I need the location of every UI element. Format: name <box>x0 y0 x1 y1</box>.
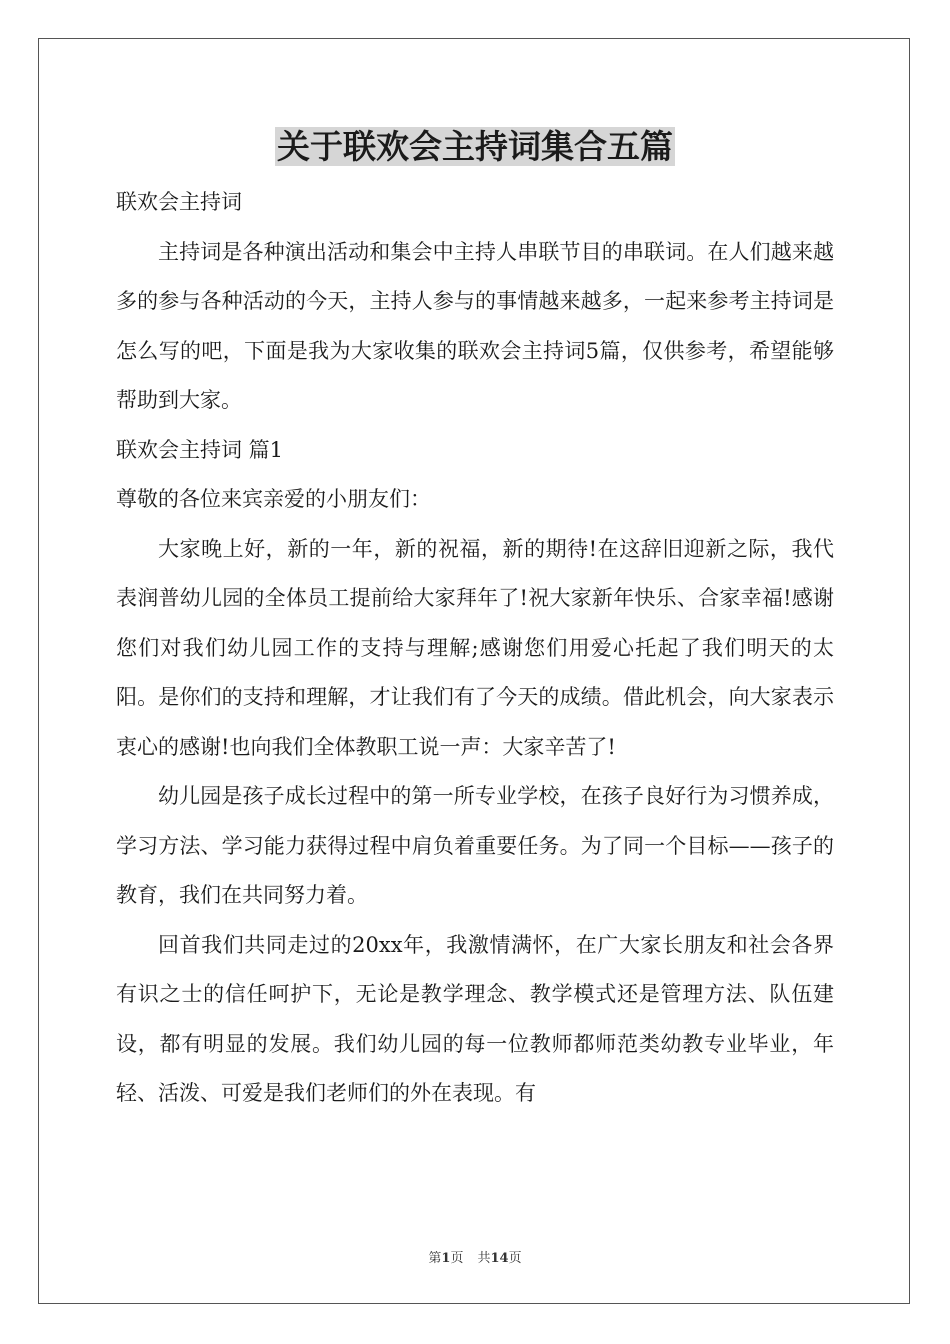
document-body <box>116 178 834 1119</box>
paragraph: 幼儿园是孩子成长过程中的第一所专业学校，在孩子良好行为习惯养成，学习方法、学习能力获得过程中肩负着重要任务。为了同一个目标——孩子的教育，我们在共同努力着。 <box>116 784 834 907</box>
paragraph: 联欢会主持词 篇1 <box>116 437 284 462</box>
total-suffix: 页 <box>508 1251 522 1266</box>
document-title <box>0 125 950 169</box>
paragraph: 联欢会主持词 <box>116 190 242 214</box>
page-footer <box>0 1247 950 1266</box>
total-prefix: 共 <box>477 1251 491 1266</box>
title-text: 关于联欢会主持词集合五篇 <box>277 127 673 166</box>
paragraph: 回首我们共同走过的20xx年，我激情满怀，在广大家长朋友和社会各界有识之士的信任呵护下，无论是教学理念、教学模式还是管理方法、队伍建设，都有明显的发展。我们幼儿园的每一位教师都师范类幼教专业毕业，年轻、活泼、可爱是我们老师们的外在表现。有 <box>116 932 834 1105</box>
paragraph: 大家晚上好，新的一年，新的祝福，新的期待!在这辞旧迎新之际，我代表润普幼儿园的全体员工提前给大家拜年了!祝大家新年快乐、合家幸福!感谢您们对我们幼儿园工作的支持与理解;感谢您们用爱心托起了我们明天的太阳。是你们的支持和理解，才让我们有了今天的成绩。借此机会，向大家表示衷心的感谢!也向我们全体教职工说一声：大家辛苦了! <box>116 536 834 759</box>
paragraph: 主持词是各种演出活动和集会中主持人串联节目的串联词。在人们越来越多的参与各种活动的今天，主持人参与的事情越来越多，一起来参考主持词是怎么写的吧，下面是我为大家收集的联欢会主持词5篇，仅供参考，希望能够帮助到大家。 <box>116 239 834 412</box>
total-pages: 14 <box>490 1251 509 1266</box>
page-suffix: 页 <box>450 1251 464 1266</box>
paragraph: 尊敬的各位来宾亲爱的小朋友们： <box>116 487 431 511</box>
page-number: 1 <box>441 1251 451 1266</box>
page-prefix: 第 <box>428 1251 442 1266</box>
